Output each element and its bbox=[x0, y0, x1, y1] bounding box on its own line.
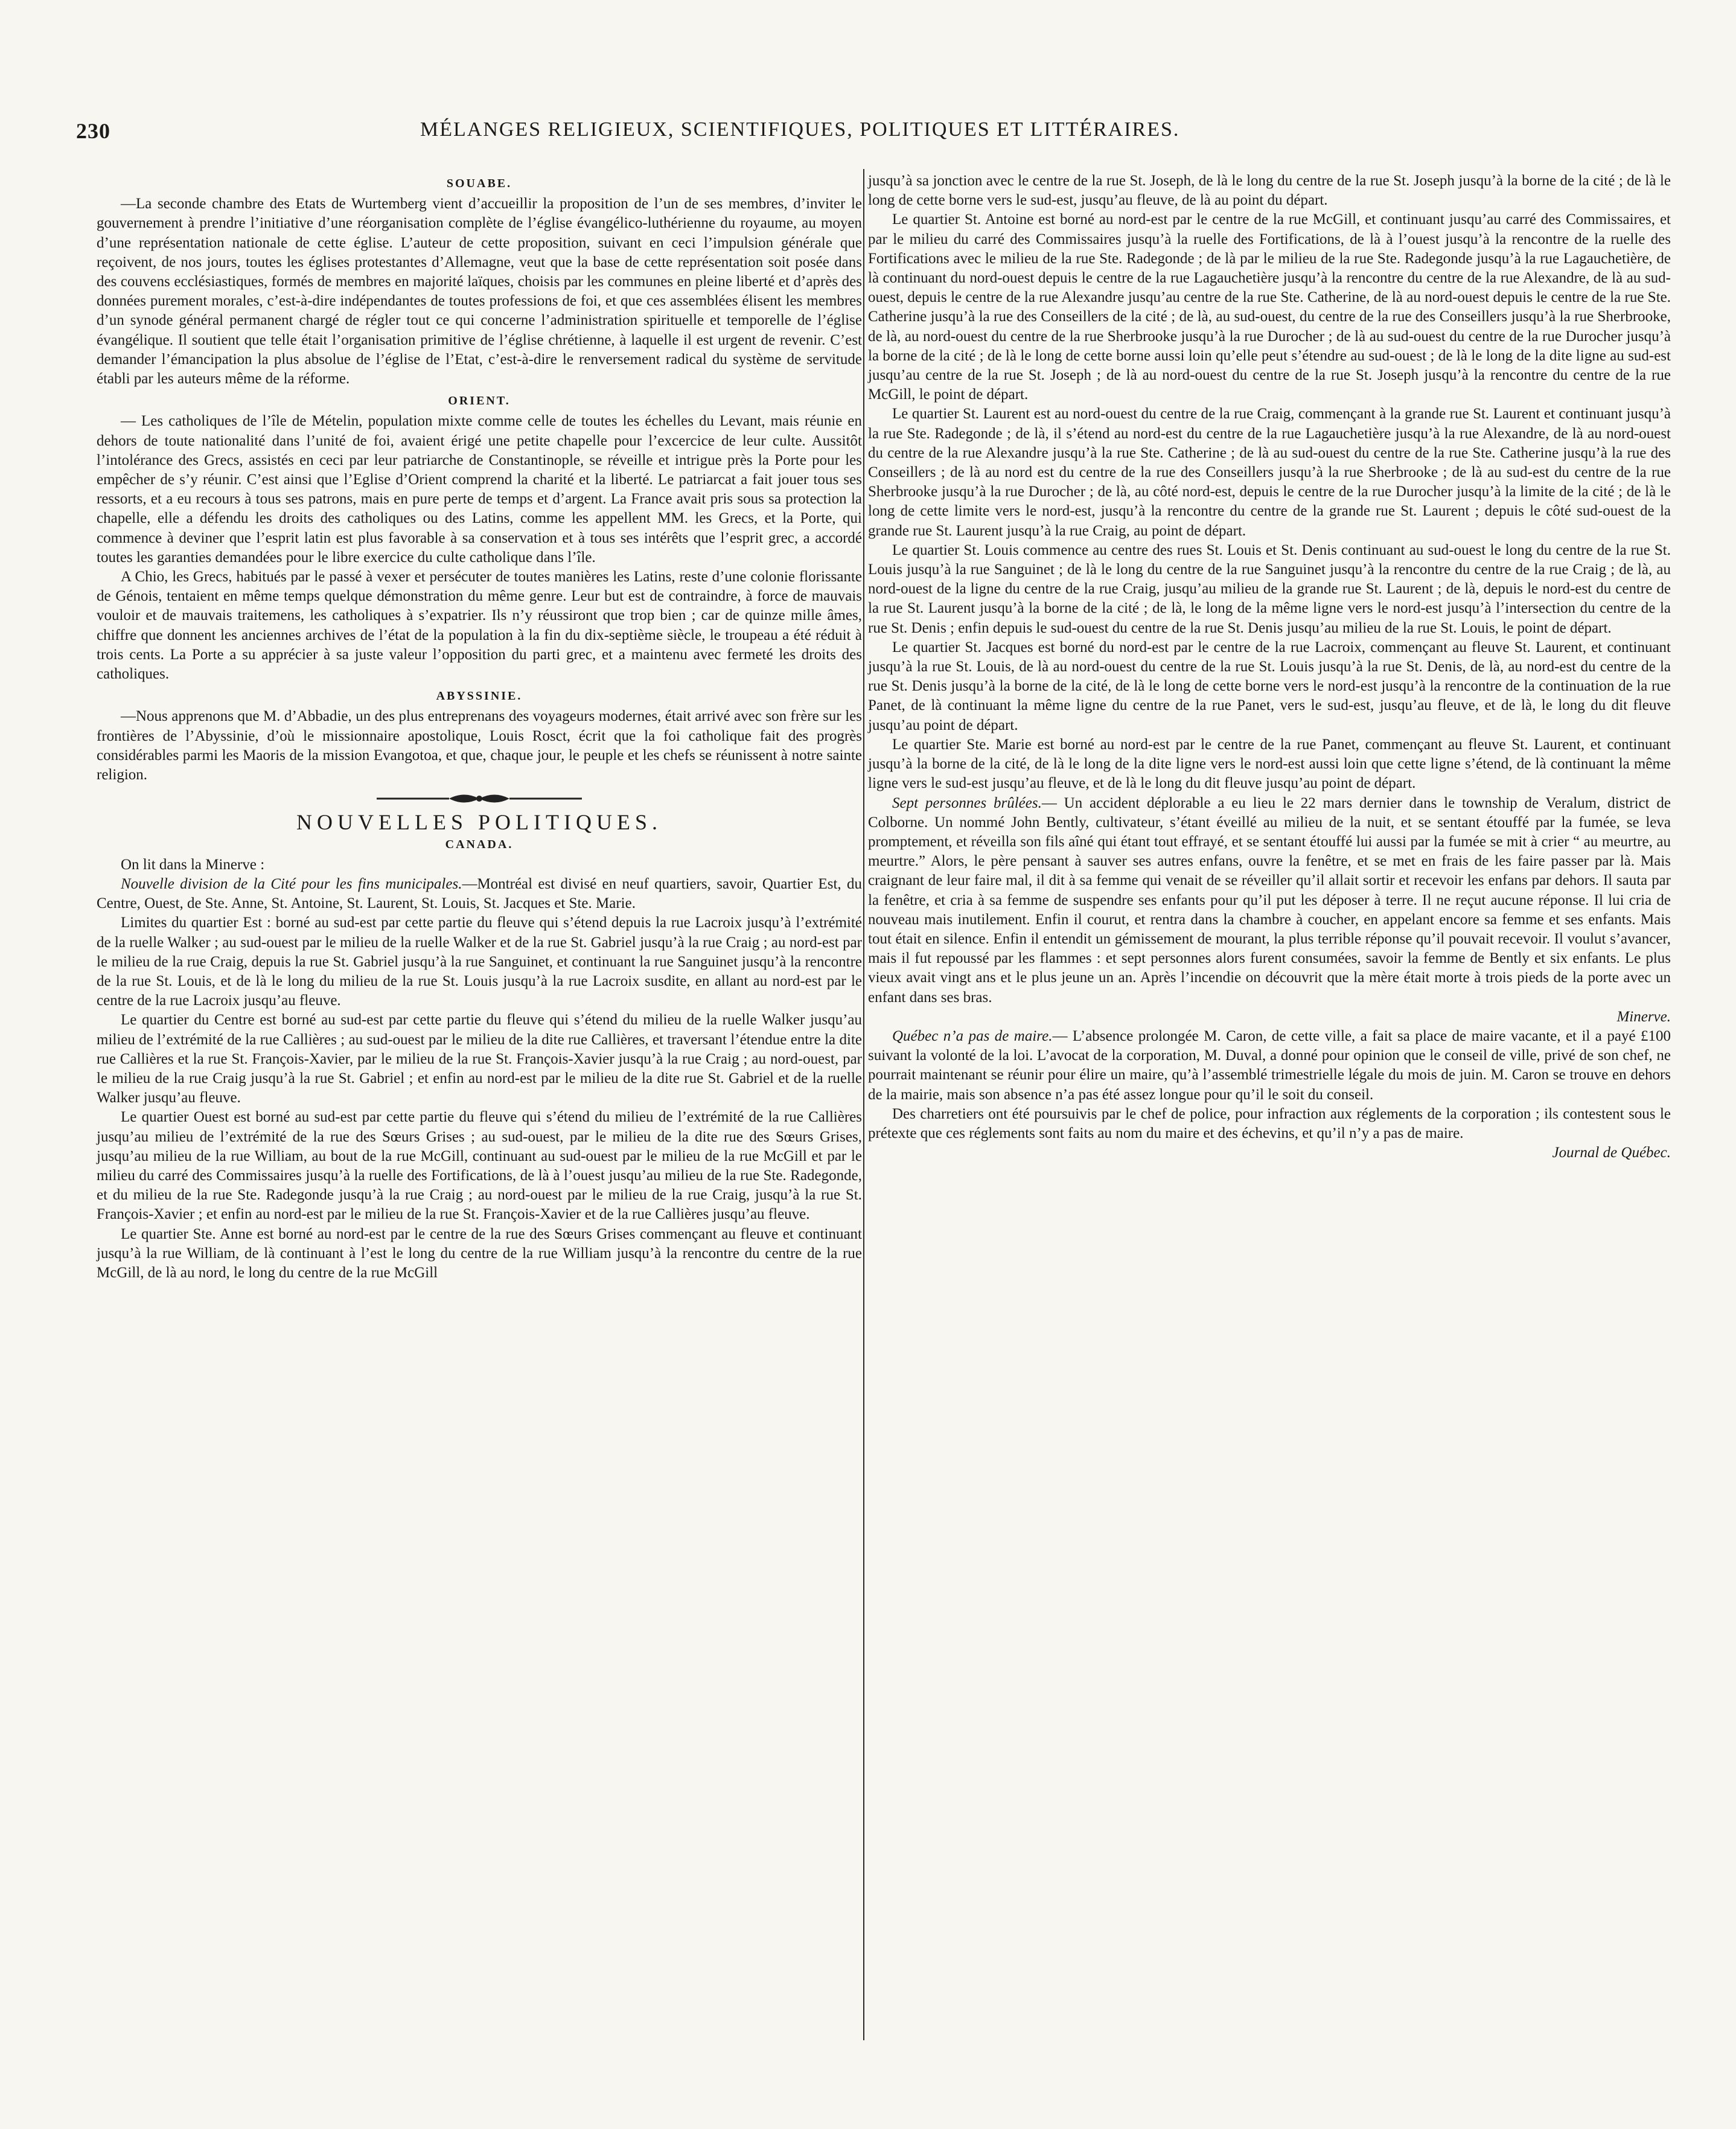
page-number: 230 bbox=[76, 119, 110, 143]
canada-subheading: CANADA. bbox=[445, 837, 514, 851]
quartier-ste-anne-continued: jusqu’à sa jonction avec le centre de la rue St. Joseph, de là le long du centre de la rue St. Joseph jusqu’à la borne de la cité ; de là le long de cette borne vers le sud-est, jusqu’au fleuve, de là au point du départ. bbox=[868, 173, 1671, 209]
sept-personnes-article bbox=[868, 794, 1671, 1007]
charretiers-article: Des charretiers ont été poursuivis par le chef de police, pour infraction aux réglements de la corporation ; ils contestent sous le prétexte que ces réglements sont faits au nom du maire et des échevins, et qu’il n’y a pas de maire. bbox=[868, 1105, 1671, 1141]
right-column bbox=[868, 171, 1671, 1163]
division-lead-title: Nouvelle division de la Cité pour les fins municipales. bbox=[121, 875, 462, 892]
orient-paragraph-1: — Les catholiques de l’île de Mételin, population mixte comme celle de toutes les échelles du Levant, mais réunie en dehors de toute nationalité dans l’unité de foi, avaient érigé une petite chapelle pour l’excercice de leur culte. Aussitôt l’intolérance des Grecs, assistés en ceci par leur patriarche de Constantinople, se réveille et intrigue près la Porte pour les empêcher de s’y réunir. C’est ainsi que l’Eglise d’Orient comprend la charité et la liberté. Le patriarcat a fait jouer tous ses ressorts, et a eu recours à tous ses patrons, mais en pure perte de temps et d’argent. La France avait pris sous sa protection la chapelle, elle a défendu les droits des catholiques ou des Latins, comme les appellent MM. les Grecs, et la Porte, qui commence à deviner que l’esprit latin est plus favorable à sa conservation et à tous ses intérêts que l’esprit grec, a accordé toutes les garanties demandées pour le libre exercice du culte catholique dans l’île. bbox=[97, 413, 862, 566]
minerve-intro: On lit dans la Minerve : bbox=[121, 856, 265, 873]
abyssinie-heading: ABYSSINIE. bbox=[436, 689, 523, 703]
quartier-ouest: Le quartier Ouest est borné au sud-est par cette partie du fleuve qui s’étend du milieu de l’extrémité de la rue Callières jusqu’au milieu de l’extrémité de la rue des Sœurs Grises ; au sud-ouest, par le milieu de la dite rue des Sœurs Grises, jusqu’au milieu de la rue William, au bout de la rue McGill, continuant au sud-ouest par le milieu de la rue McGill et par le milieu du carré des Commissaires jusqu’à la ruelle des Fortifications, de là à l’ouest jusqu’au milieu de la rue Ste. Radegonde, et du milieu de la rue Ste. Radegonde jusqu’à la rue Craig ; au nord-ouest par le milieu de la rue Craig, jusqu’à la rue St. François-Xavier ; et enfin au nord-est par le milieu de la rue St. François-Xavier et de la rue Callières jusqu’au fleuve. bbox=[97, 1109, 862, 1223]
division-lead-text: —Montréal est divisé en neuf quartiers, savoir, Quartier Est, du Centre, Ouest, de Ste. Anne, St. Antoine, St. Laurent, St. Louis, St. Jacques et Ste. Marie. bbox=[97, 875, 863, 912]
quartier-st-jacques: Le quartier St. Jacques est borné du nord-est par le centre de la rue Lacroix, commençant au fleuve St. Laurent, et continuant jusqu’à la rue St. Louis, de là au nord-ouest du centre de la rue St. Louis jusqu’à la rue St. Denis, de là, au nord-est du centre de la rue St. Denis jusqu’à la borne de la cité, de là le long de cette borne vers le nord-est jusqu’à la rencontre de la continuation de la rue Panet, de là continuant la même ligne du centre de la rue Panet, vers le sud-est, jusqu’au fleuve, et de là, le long du dit fleuve jusqu’au point de départ. bbox=[868, 639, 1671, 733]
souabe-heading: SOUABE. bbox=[446, 177, 512, 190]
column-divider bbox=[863, 169, 864, 2040]
orient-heading: ORIENT. bbox=[448, 394, 511, 408]
running-title: MÉLANGES RELIGIEUX, SCIENTIFIQUES, POLITIQUES ET LITTÉRAIRES. bbox=[420, 118, 1180, 141]
sept-personnes-text: — Un accident déplorable a eu lieu le 22 mars dernier dans le township de Veralum, district de Colborne. Un nommé John Bently, cultivateur, s’étant éveillé au milieu de la nuit, et se sentant étouffé par la fumée, se leva promptement, et réveilla son fils aîné qui étant tout effrayé, et se sentant étouffé lui aussi par la fumée se mit à crier “ au meurtre, au meurtre.” Alors, le père pensant à sauver ses autres enfans, ouvre la fenêtre, et se met en frais de les faire passer par là. Mais craignant de leur faire mal, il dit à sa femme qui venait de se réveiller qu’il allait sortir et recevoir les enfans par dehors. Il sauta par la fenêtre, et cria à sa femme de suspendre ses enfants pour qu’il put les déposer à terre. Il ne reçut aucune réponse. Il lui cria de nouveau mais inutilement. Enfin il courut, et rentra dans la chambre à coucher, en appelant encore sa femme et ses enfants. Mais tout était en silence. Enfin il entendit un gémissement de mourant, la plus terrible réponse qu’il pouvait recevoir. Il voulut s’avancer, mais il fut repoussé par les flammes : et sept personnes alors furent consumées, savoir la femme de Bently et six enfants. Le plus vieux avait vingt ans et le plus jeune un an. Après l’incendie on découvrit que la mère était morte à trois pieds de la porte avec un enfant dans ses bras. bbox=[868, 794, 1671, 1006]
abyssinie-article: —Nous apprenons que M. d’Abbadie, un des plus entreprenans des voyageurs modernes, était arrivé avec son frère sur les frontières de l’Abyssinie, d’où le missionnaire apostolique, Louis Rosct, écrit que la foi catholique fait des progrès considérables parmi les Maoris de la mission Evangotoa, et que, chaque jour, le peuple et les chefs se réunissent à notre sainte religion. bbox=[97, 708, 862, 784]
quartier-st-louis: Le quartier St. Louis commence au centre des rues St. Louis et St. Denis continuant au sud-ouest le long du centre de la rue St. Louis jusqu’à la rue Sanguinet ; de là le long du centre de la rue Sanguinet jusqu’à la rencontre du centre de la rue Craig ; de là, au nord-ouest de la ligne du centre de la rue Craig, jusqu’au milieu de la grande rue St. Laurent ; de là, depuis le nord-est du centre de la rue St. Laurent jusqu’à la borne de la cité ; de là, le long de la même ligne vers le nord-est jusqu’à l’intersection du centre de la rue St. Denis ; enfin depuis le sud-ouest du centre de la rue St. Denis jusqu’au milieu de la rue St. Louis, le point de départ. bbox=[868, 541, 1671, 636]
ornament-divider-icon bbox=[371, 791, 588, 806]
quebec-maire-article bbox=[868, 1027, 1671, 1105]
nouvelles-politiques-title: NOUVELLES POLITIQUES. bbox=[296, 810, 662, 835]
quebec-maire-title: Québec n’a pas de maire. bbox=[892, 1027, 1053, 1044]
souabe-article: —La seconde chambre des Etats de Wurtemberg vient d’accueillir la proposition de l’un de ses membres, d’inviter le gouvernement à prendre l’initiative d’une réorganisation complète de l’église évangélico-luthérienne du royaume, au moyen d’une représentation nationale de cette église. L’auteur de cette proposition, suivant en ceci l’impulsion générale que reçoivent, de nos jours, toutes les églises protestantes d’Allemagne, veut que la base de cette représentation soit posée dans des couvens ecclésiastiques, formés de membres en majorité laïques, choisis par les communes en pleine liberté et d’après des données purement morales, c’est-à-dire indépendantes de toutes professions de foi, et que ces assemblées élisent les membres d’un synode général permanent chargé de régler tout ce qui concerne l’administration spirituelle et temporelle de l’église évangélique. Il soutient que telle était l’organisation primitive de l’église chrétienne, à laquelle il est urgent de revenir. C’est demander l’émancipation la plus absolue de l’église de l’Etat, c’est-à-dire le renversement radical du système de servitude établi par les auteurs même de la réforme. bbox=[97, 196, 862, 388]
journal-quebec-source: Journal de Québec. bbox=[1552, 1144, 1671, 1161]
quartier-ste-marie: Le quartier Ste. Marie est borné au nord-est par le centre de la rue Panet, commençant au fleuve St. Laurent, et continuant jusqu’à la borne de la cité, de là le long de la dite ligne vers le nord-est aussi loin que cette ligne s’étend, de là continuant la même ligne vers le sud-est jusqu’au fleuve, et de là le long du dit fleuve jusqu’au point de départ. bbox=[868, 736, 1671, 792]
orient-paragraph-2: A Chio, les Grecs, habitués par le passé à vexer et persécuter de toutes manières les Latins, reste d’une colonie florissante de Génois, tentaient en même temps quelque démonstration du même genre. Leur but est de contraindre, à force de mauvais vouloir et de mauvais traitemens, les catholiques à s’expatrier. Ils n’y réussiront que trop bien ; car de quinze mille âmes, chiffre que donnent les anciennes archives de l’état de la population à la fin du dix-septième siècle, le troupeau a été réduit à trois cents. La Porte a su apprécier à sa juste valeur l’opposition du parti grec, et a maintenu avec fermeté les droits des catholiques. bbox=[97, 569, 862, 683]
minerve-source: Minerve. bbox=[1616, 1008, 1671, 1025]
quartier-st-antoine: Le quartier St. Antoine est borné au nord-est par le centre de la rue McGill, et continuant jusqu’au carré des Commissaires, et par le milieu du carré des Commissaires jusqu’à la ruelle des Fortifications, de là à l’ouest jusqu’à la rencontre de la ruelle des Fortifications avec le milieu de la rue Ste. Radegonde ; de là par le milieu de la rue Ste. Radegonde jusqu’à la rue Lagauchetière, de là continuant du nord-ouest depuis le centre de la rue Lagauchetière jusqu’à la rencontre du centre de la rue Alexandre, de là au sud-ouest, depuis le centre de la rue Alexandre jusqu’au centre de la rue Ste. Catherine, de là au nord-ouest depuis le centre de la rue Ste. Catherine jusqu’à la rue des Conseillers de la cité ; de là, au sud-ouest, du centre de la rue des Conseillers jusqu’à la rue Sherbrooke, de là, au nord-ouest du centre de la rue Sherbrooke jusqu’à la rue Durocher ; de là au sud-ouest du centre de la rue Durocher jusqu’à la borne de la cité ; de là le long de cette borne aussi loin qu’elle peut s’étendre au sud-ouest ; de là le long de la dite ligne au sud-est jusqu’au centre de la rue St. Joseph ; de là au nord-ouest du centre de la rue St. Joseph jusqu’à la rencontre du centre de la rue McGill, le point de départ. bbox=[868, 211, 1671, 403]
quartier-est: Limites du quartier Est : borné au sud-est par cette partie du fleuve qui s’étend depuis la rue Lacroix jusqu’à l’extrémité de la ruelle Walker ; au sud-ouest par le milieu de la ruelle Walker et de la rue St. Gabriel jusqu’à la rue Craig ; au nord-est par le milieu de la rue Craig, depuis la rue St. Gabriel jusqu’à la rue Sanguinet, et continuant la rue Sanguinet jusqu’à la rencontre de la rue St. Louis, et de là le long du milieu de la rue St. Louis jusqu’à la rue Lacroix susdite, en allant au nord-est par le centre de la rue Lacroix jusqu’au fleuve. bbox=[97, 914, 862, 1009]
quebec-maire-text: — L’absence prolongée M. Caron, de cette ville, a fait sa place de maire vacante, et il a payé £100 suivant la volonté de la loi. L’avocat de la corporation, M. Duval, a donné pour opinion que le conseil de ville, privé de son chef, ne pourrait maintenant se réunir pour élire un maire, qu’à l’assemblé trimestrielle légale du mois de juin. M. Caron se trouve en dehors de la mairie, mais son absence n’a pas été assez longue pour qu’il le soit du conseil. bbox=[868, 1027, 1671, 1103]
quartier-ste-anne: Le quartier Ste. Anne est borné au nord-est par le centre de la rue des Sœurs Grises commençant au fleuve et continuant jusqu’à la rue William, de là continuant à l’est le long du centre de la rue William jusqu’à la rencontre du centre de la rue McGill, de là au nord, le long du centre de la rue McGill bbox=[97, 1225, 862, 1281]
quartier-centre: Le quartier du Centre est borné au sud-est par cette partie du fleuve qui s’étend du milieu de la ruelle Walker jusqu’au milieu de l’extrémité de la rue Callières ; au sud-ouest par le milieu de la dite rue Callières, et traversant l’étendue entre la dite rue Callières et la rue St. François-Xavier, par le milieu de la rue St. François-Xavier jusqu’à la rue Craig ; au nord-ouest, par le milieu de la rue Craig jusqu’à la rue St. Gabriel ; et enfin au nord-est par le milieu de la dite rue St. Gabriel et de la ruelle Walker jusqu’au fleuve. bbox=[97, 1012, 862, 1106]
quartier-st-laurent: Le quartier St. Laurent est au nord-ouest du centre de la rue Craig, commençant à la grande rue St. Laurent et continuant jusqu’à la rue Ste. Radegonde ; de là, il s’étend au nord-est du centre de la rue Lagauchetière jusqu’à la rue Alexandre, de là au nord-ouest du centre de la rue Alexandre jusqu’à la rue Ste. Catherine ; de là au sud-ouest du centre de la rue Ste. Catherine jusqu’à la rue des Conseillers ; de là au nord est du centre de la rue des Conseillers jusqu’à la rue Sherbrooke ; de là au sud-est du centre de la rue Sherbrooke jusqu’à la rue Durocher ; de là, au côté nord-est, depuis le centre de la rue Durocher jusqu’à la limite de la cité ; de là le long de cette limite vers le nord-est, jusqu’à la rencontre du centre de la grande rue St. Laurent ; depuis le côté sud-ouest de la grande rue St. Laurent jusqu’à la rue Craig, au point de départ. bbox=[868, 406, 1671, 539]
sept-personnes-title: Sept personnes brûlées. bbox=[892, 794, 1042, 811]
left-column bbox=[97, 171, 862, 1283]
page-header bbox=[76, 118, 1670, 155]
division-lead bbox=[97, 875, 862, 913]
